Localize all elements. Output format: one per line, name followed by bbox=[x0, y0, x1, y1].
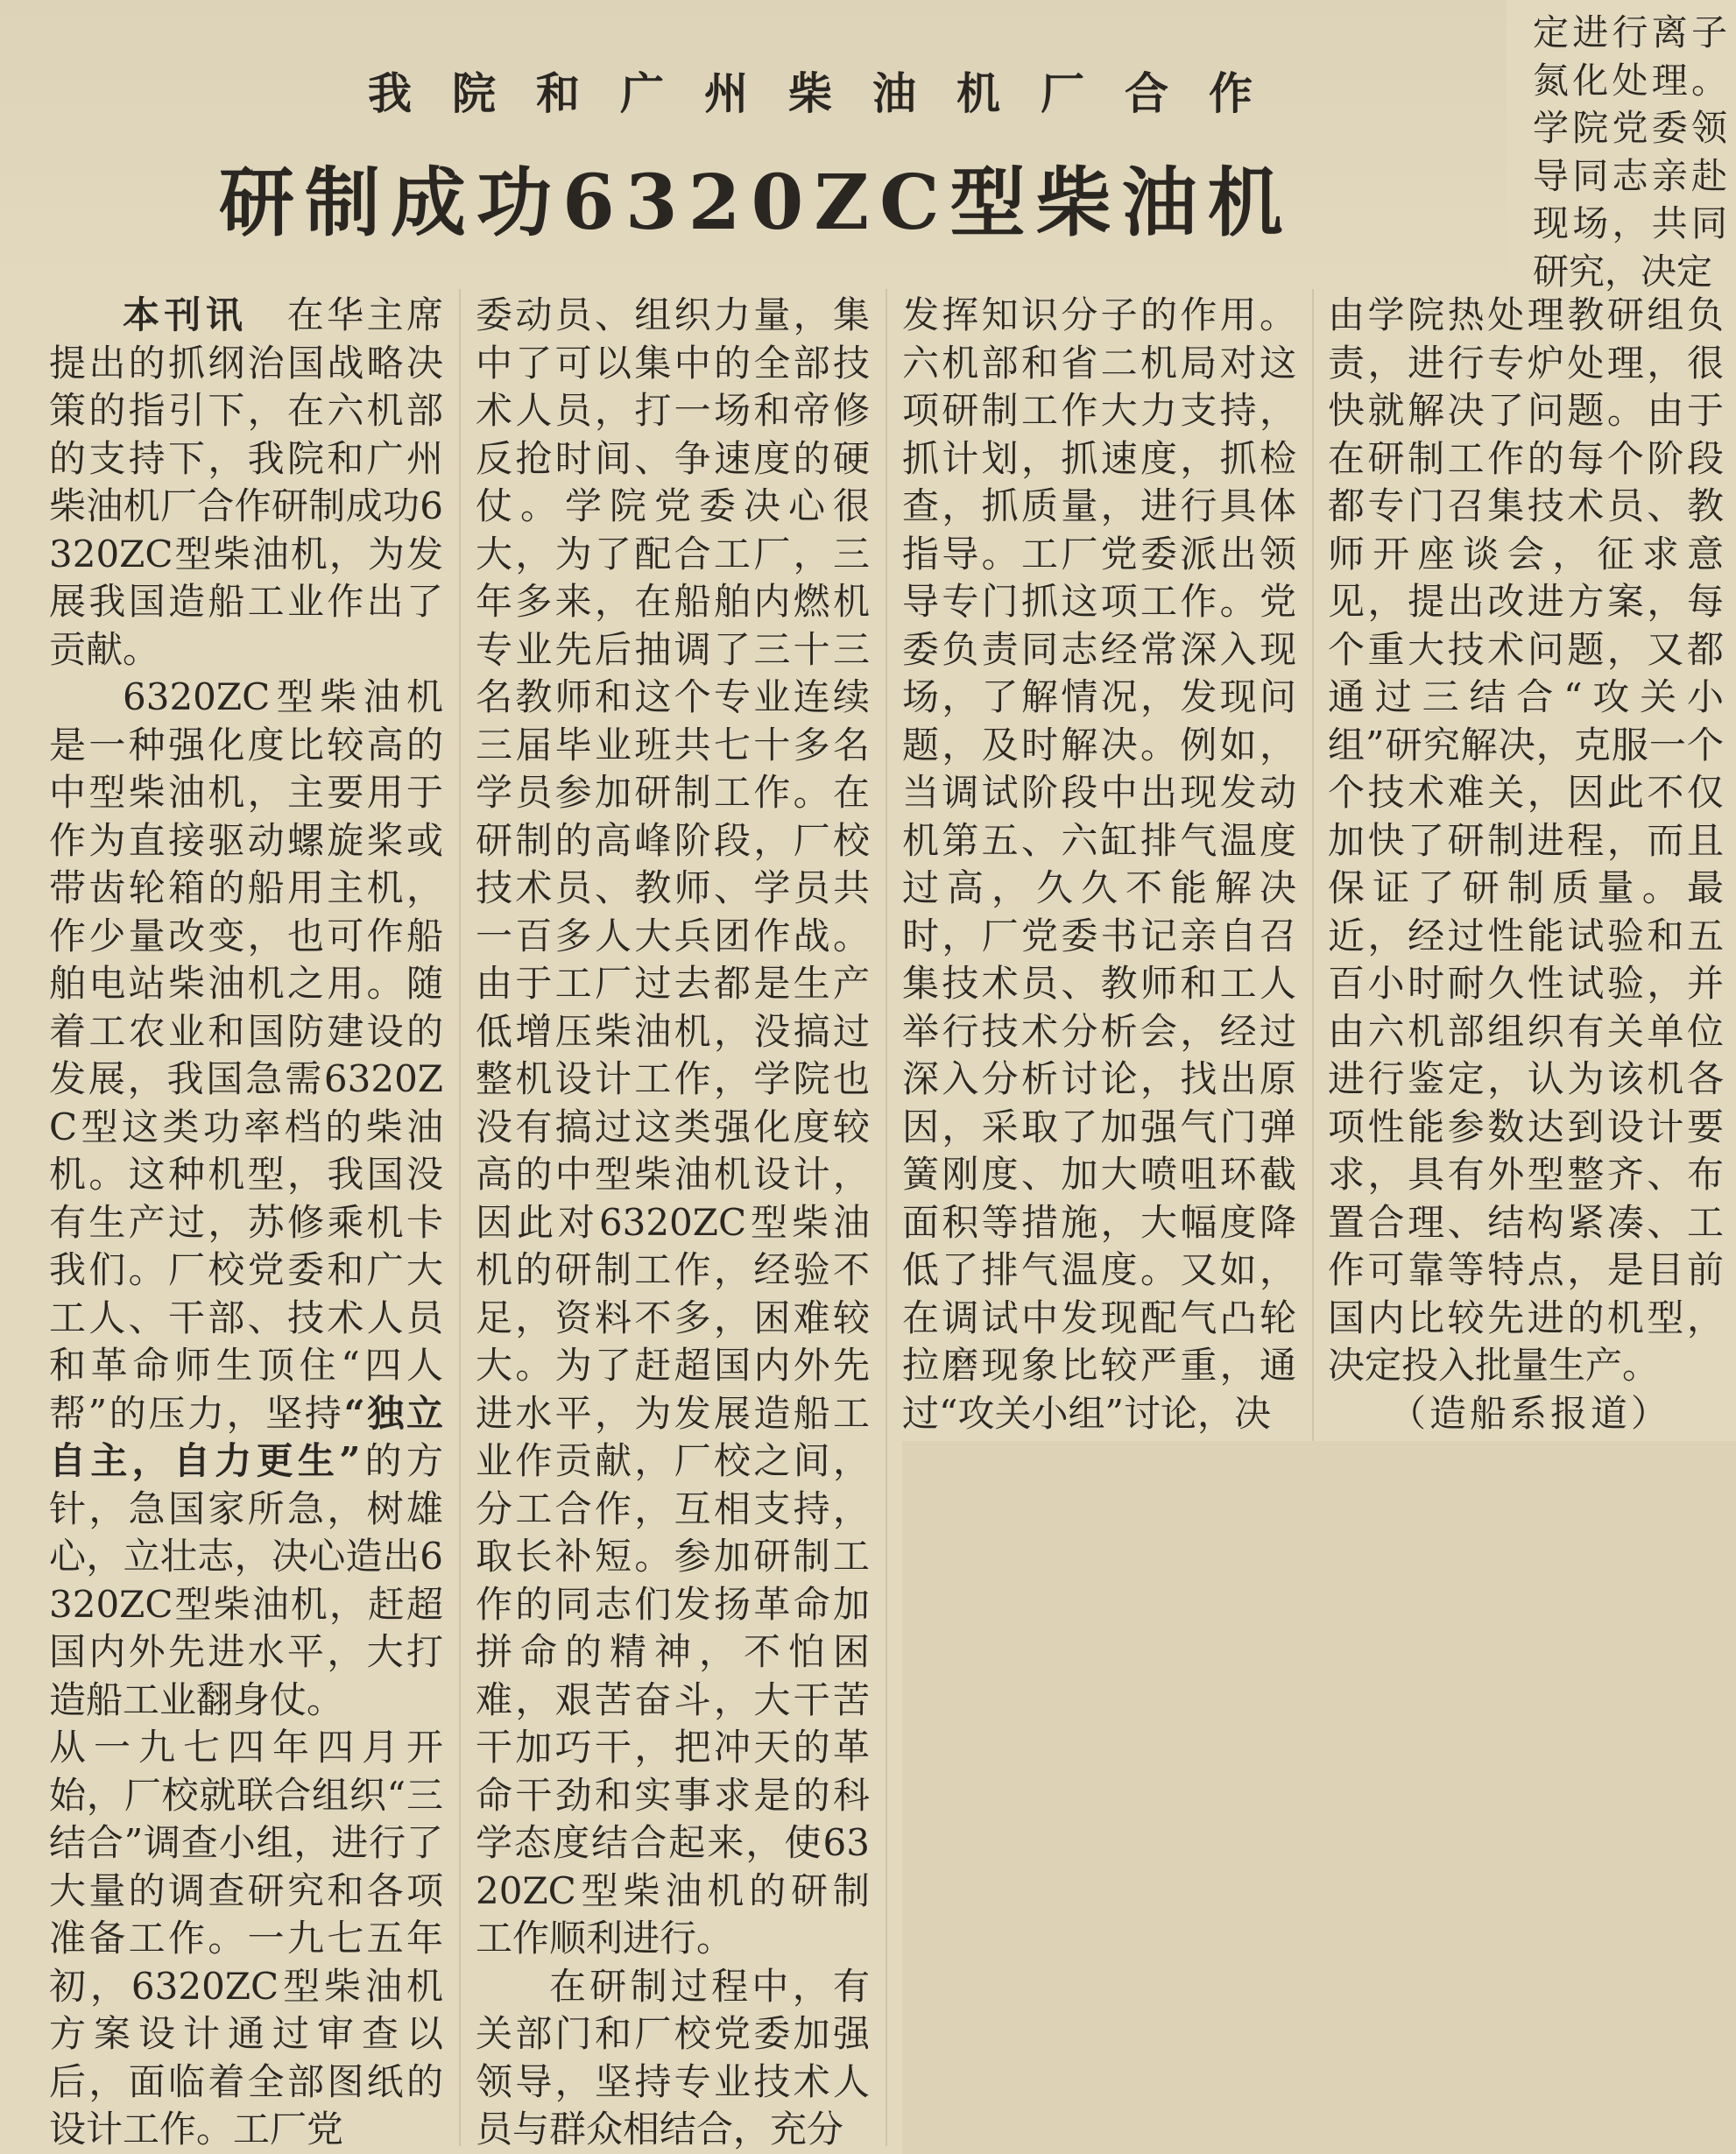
article-kicker: 我院和广州柴油机厂合作 bbox=[368, 67, 1293, 119]
article-column-2 bbox=[476, 292, 870, 2154]
paragraph-text: 在华主席提出的抓纲治国战略决策的指引下，在六机部的支持下，我院和广州柴油机厂合作研制成功6320ZC型柴油机，为发展我国造船工业作出了贡献。 bbox=[49, 293, 443, 671]
paragraph-text: 6320ZC型柴油机是一种强化度比较高的中型柴油机，主要用于作为直接驱动螺旋桨或带齿轮箱的船用主机，作少量改变，也可作船舶电站柴油机之用。随着工农业和国防建设的发展，我国急需6320ZC型这类功率档的柴油机。这种机型，我国没有生产过，苏修乘机卡我们。厂校党委和广大工人、干部、技术人员和革命师生顶住“四人帮”的压力，坚持 bbox=[49, 675, 443, 1435]
paragraph-text: 的方针，急国家所急，树雄心，立壮志，决心造出6320ZC型柴油机，赶超国内外先进水平，大打造船工业翻身仗。 bbox=[49, 1439, 443, 1721]
paragraph: 从一九七四年四月开始，厂校就联合组织“三结合”调查小组，进行了大量的调查研究和各项准备工作。一九七五年初，6320ZC型柴油机方案设计通过审查以后，面临着全部图纸的设计工作。工厂党 bbox=[49, 1726, 443, 2150]
paragraph: 发挥知识分子的作用。六机部和省二机局对这项研制工作大力支持，抓计划，抓速度，抓检查，抓质量，进行具体指导。工厂党委派出领导专门抓这项工作。党委负责同志经常深入现场，了解情况，发现问题，及时解决。例如，当调试阶段中出现发动机第五、六缸排气温度过高，久久不能解决时，厂党委书记亲自召集技术员、教师和工人举行技术分析会，经过深入分析讨论，找出原因，采取了加强气门弹簧刚度、加大喷咀环截面积等措施，大幅度降低了排气温度。又如，在调试中发现配气凸轮拉磨现象比较严重，通过“攻关小组”讨论，决 bbox=[902, 293, 1296, 1435]
paragraph: 由学院热处理教研组负责，进行专炉处理，很快就解决了问题。由于在研制工作的每个阶段都专门召集技术员、教师开座谈会，征求意见，提出改进方案，每个重大技术问题，又都通过三结合“攻关小组”研究解决，克服一个个技术难关，因此不仅加快了研制进程，而且保证了研制质量。最近，经过性能试验和五百小时耐久性试验，并由六机部组织有关单位进行鉴定，认为该机各项性能参数达到设计要求，具有外型整齐、布置合理、结构紧凑、工作可靠等特点，是目前国内比较先进的机型，决定投入批量生产。 bbox=[1328, 293, 1724, 1387]
article-dateline: 本刊讯 bbox=[123, 293, 248, 336]
article-column-3 bbox=[902, 292, 1296, 1437]
article-column-4 bbox=[1328, 292, 1724, 1437]
article-headline: 研制成功6320ZC型柴油机 bbox=[219, 159, 1294, 247]
bold-slogan: “独立自主，自力更生” bbox=[49, 1391, 443, 1482]
article-column-1 bbox=[49, 292, 443, 2154]
column-divider bbox=[459, 289, 461, 2146]
paragraph bbox=[49, 292, 443, 674]
article-column-5 bbox=[1533, 9, 1727, 295]
article-byline: （造船系报道） bbox=[1388, 1391, 1671, 1435]
paragraph: 委动员、组织力量，集中了可以集中的全部技术人员，打一场和帝修反抢时间、争速度的硬仗。学院党委决心很大，为了配合工厂，三年多来，在船舶内燃机专业先后抽调了三十三名教师和这个专业连续三届毕业班共七十多名学员参加研制工作。在研制的高峰阶段，厂校技术员、教师、学员共一百多人大兵团作战。由于工厂过去都是生产低增压柴油机，没搞过整机设计工作，学院也没有搞过这类强化度较高的中型柴油机设计，因此对6320ZC型柴油机的研制工作，经验不足，资料不多，困难较大。为了赶超国内外先进水平，为发展造船工业作贡献，厂校之间，分工合作，互相支持，取长补短。参加研制工作的同志们发扬革命加拼命的精神，不怕困难，艰苦奋斗，大干苦干加巧干，把冲天的革命干劲和实事求是的科学态度结合起来，使6320ZC型柴油机的研制工作顺利进行。 bbox=[476, 293, 870, 1960]
paragraph bbox=[49, 674, 443, 1724]
column-divider bbox=[886, 289, 887, 2146]
paragraph: 在研制过程中，有关部门和厂校党委加强领导，坚持专业技术人员与群众相结合，充分 bbox=[476, 1964, 870, 2150]
empty-page-area bbox=[902, 1441, 1736, 2154]
paragraph: 定进行离子氮化处理。学院党委领导同志亲赴现场，共同研究，决定 bbox=[1533, 11, 1727, 293]
